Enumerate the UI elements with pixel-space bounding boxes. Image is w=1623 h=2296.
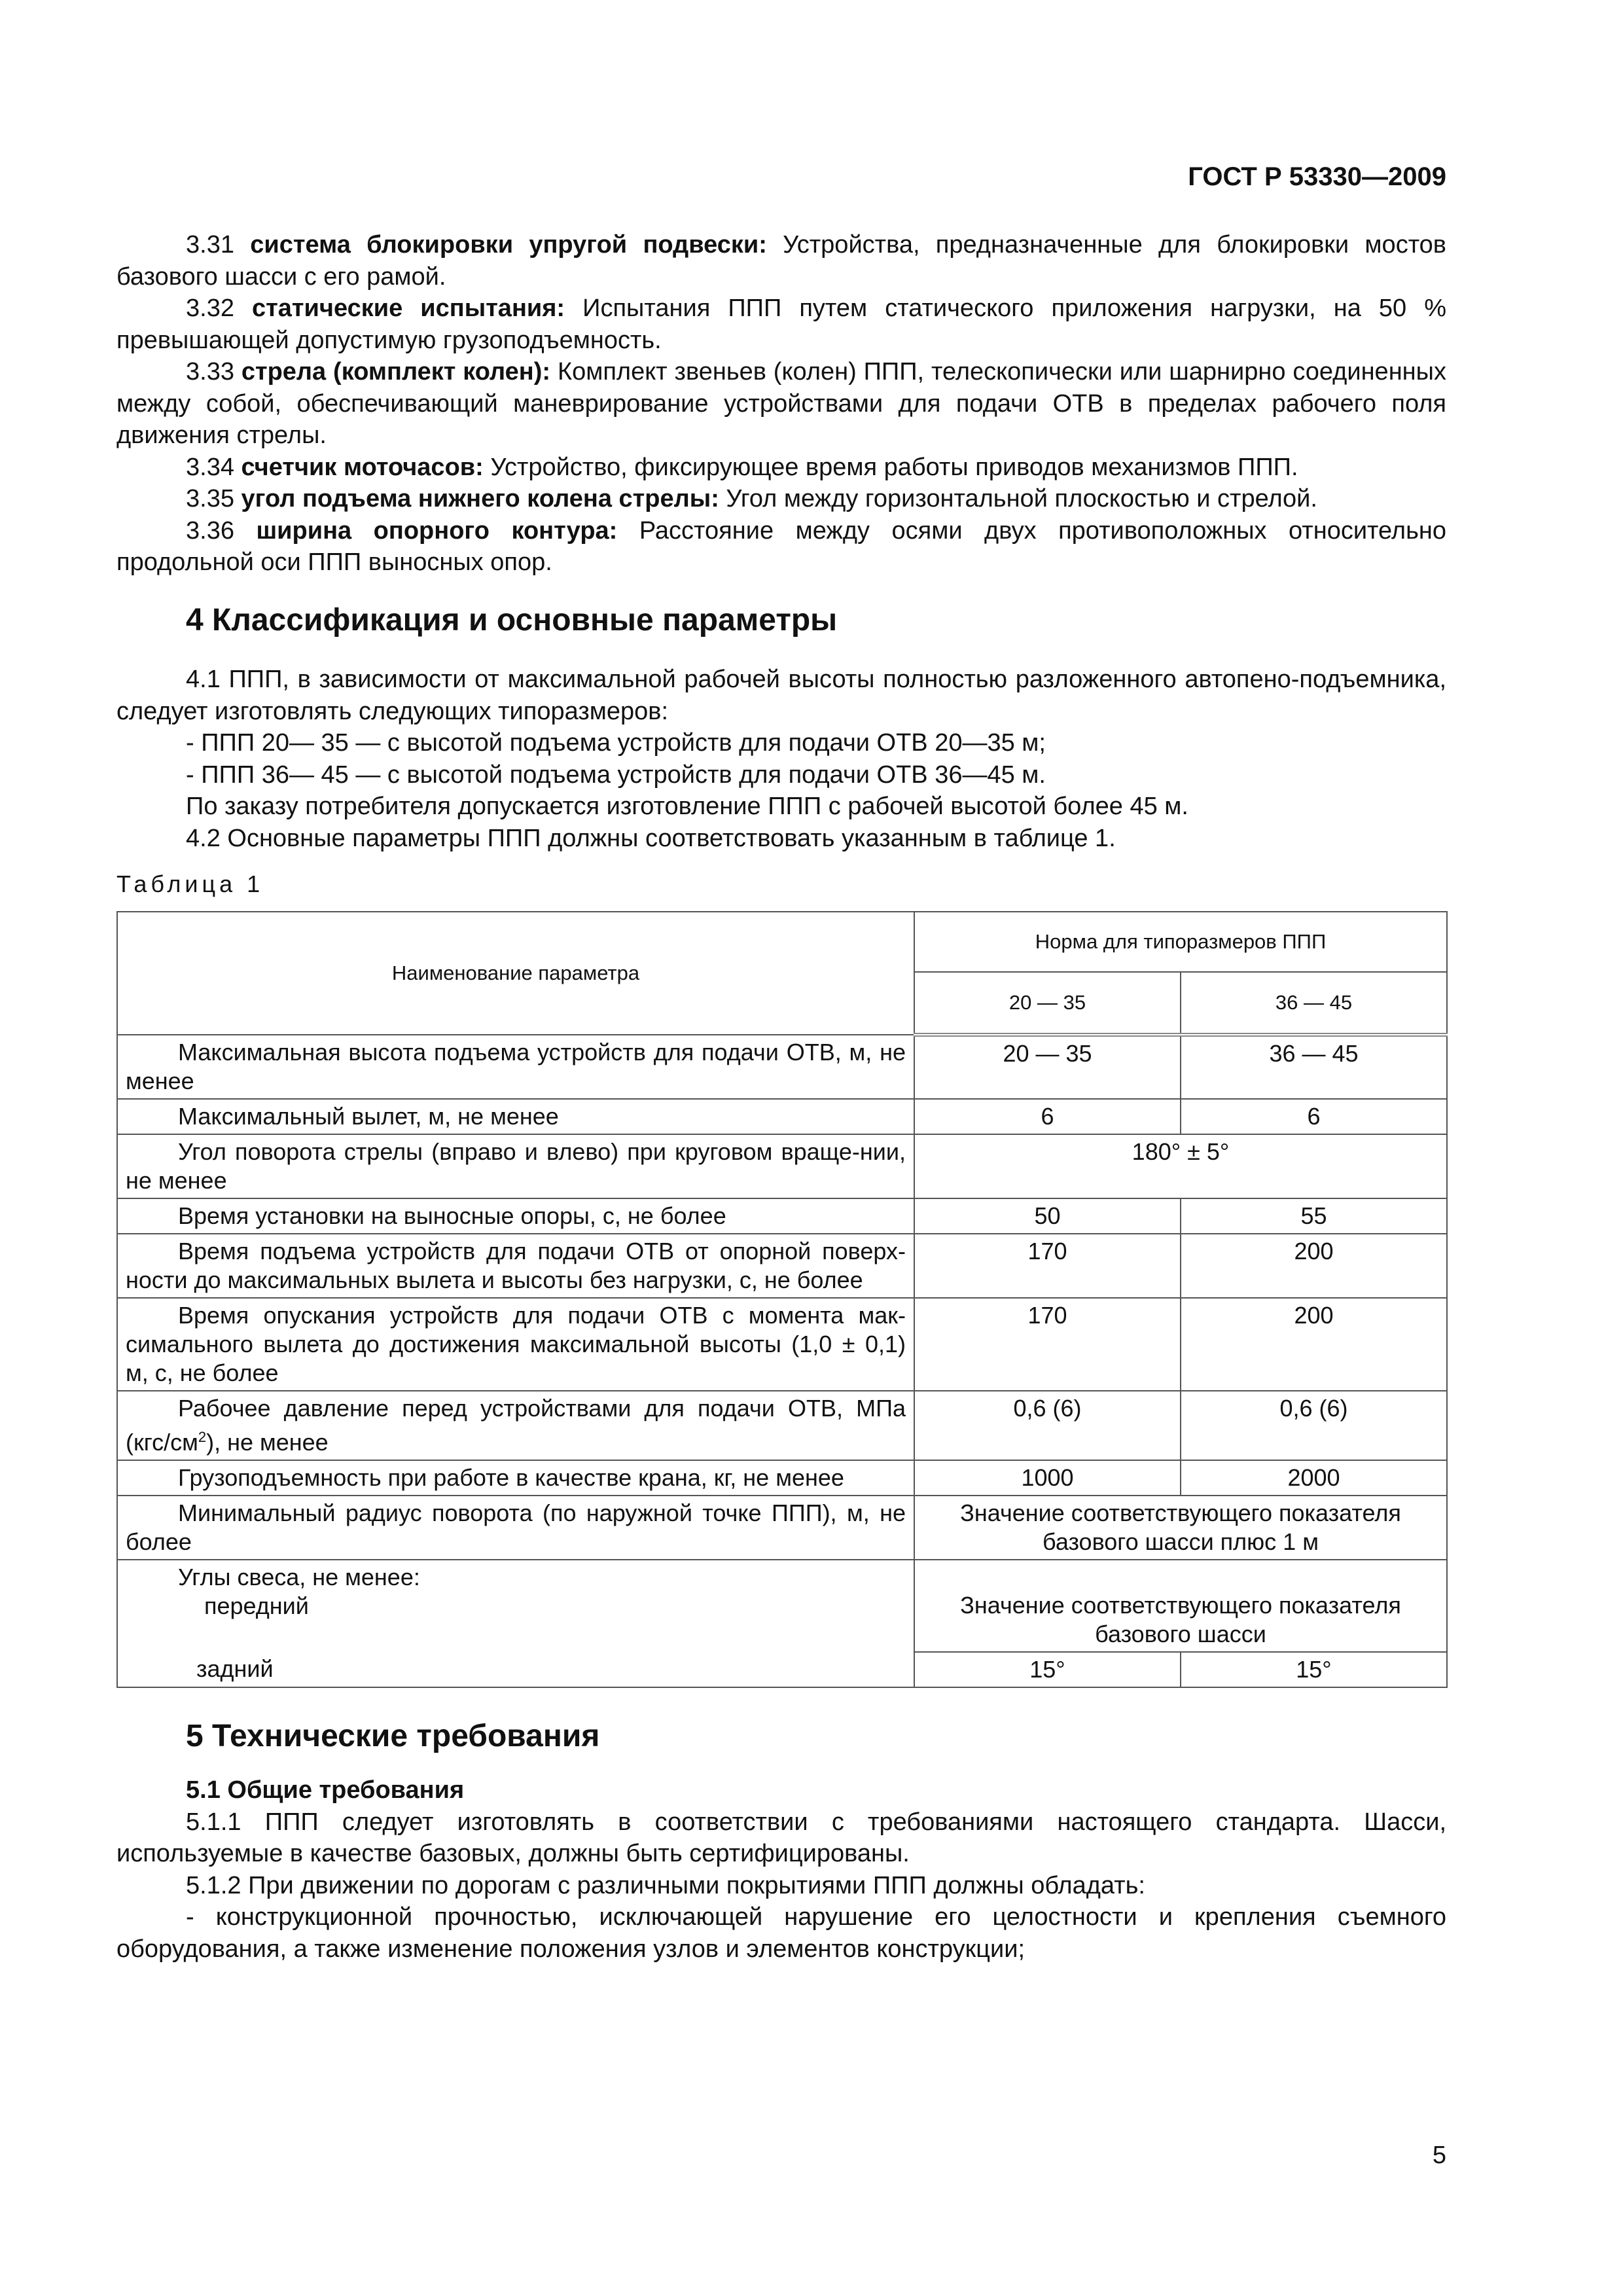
table-row xyxy=(117,1460,1447,1496)
parameter-cell: Рабочее давление перед устройствами для подачи ОТВ, МПа $(кгс/см^2)$, не менее xyxy=(117,1391,914,1460)
clause-4-1: 4.1 ППП, в зависимости от максимальной рабочей высоты полностью разложенного автопено-подъемника, следует изготовлять следующих типоразмеров: xyxy=(116,666,1446,725)
value-cell: 0,6 (6) xyxy=(1181,1391,1447,1460)
table-row xyxy=(117,1099,1447,1134)
clause-5-1-2: 5.1.2 При движении по дорогам с различными покрытиями ППП должны обладать: xyxy=(186,1871,1145,1899)
table-row xyxy=(117,1134,1447,1198)
angle-rear-label: задний xyxy=(117,1652,914,1687)
definition-3-36: 3.36 ширина опорного контура: Расстояние между осями двух противоположных относительно продольной оси ППП выносных опор. xyxy=(116,516,1447,576)
value-cell: 15° xyxy=(914,1652,1181,1687)
table-row xyxy=(117,1496,1447,1560)
document-body xyxy=(116,229,1446,1965)
value-cell: 6 xyxy=(1181,1099,1447,1134)
definition-3-35: 3.35 угол подъема нижнего колена стрелы: Угол между горизонтальной плоскостью и стрелой. xyxy=(186,485,1317,512)
value-cell: 36 — 45 xyxy=(1181,1035,1447,1099)
definition-3-34: 3.34 счетчик моточасов: Устройство, фиксирующее время работы приводов механизмов ППП. xyxy=(186,453,1298,481)
value-cell: 55 xyxy=(1181,1198,1447,1234)
subsection-5-1-title: 5.1 Общие требования xyxy=(186,1776,465,1804)
definition-3-31: 3.31 система блокировки упругой подвески: Устройства, предназначенные для блокировки мостов базового шасси с его рамой. xyxy=(116,231,1446,291)
column-header-parameter: Наименование параметра xyxy=(117,912,914,1035)
value-cell: 0,6 (6) xyxy=(914,1391,1181,1460)
value-cell: 2000 xyxy=(1181,1460,1447,1496)
parameter-cell xyxy=(117,1560,914,1652)
parameter-cell: Время опускания устройств для подачи ОТВ с момента мак-симального вылета до достижения максимальной высоты (1,0 ± 0,1) м, с, не более xyxy=(117,1298,914,1391)
table-row xyxy=(117,1391,1447,1460)
value-cell: 15° xyxy=(1181,1652,1447,1687)
merged-value-cell: 180° ± 5° xyxy=(914,1134,1447,1198)
value-cell: 6 xyxy=(914,1099,1181,1134)
table-row xyxy=(117,1298,1447,1391)
size-list-item: - ППП 36— 45 — с высотой подъема устройств для подачи ОТВ 36—45 м. xyxy=(186,761,1046,789)
document-header: ГОСТ Р 53330—2009 xyxy=(1188,162,1446,191)
clause-4-2: 4.2 Основные параметры ППП должны соответствовать указанным в таблице 1. xyxy=(186,824,1116,852)
table-row xyxy=(117,1234,1447,1298)
table-row-angles xyxy=(117,1560,1447,1652)
requirement-list-item: - конструкционной прочностью, исключающей нарушение его целостности и крепления съемного оборудования, а также изменение положения узлов и элементов конструкции; xyxy=(116,1903,1446,1963)
parameters-table xyxy=(116,911,1448,1688)
column-header-norm: Норма для типоразмеров ППП xyxy=(914,912,1447,972)
merged-value-cell: Значение соответствующего показателя базового шасси xyxy=(914,1560,1447,1652)
page-number: 5 xyxy=(1432,2142,1446,2169)
value-cell: 200 xyxy=(1181,1298,1447,1391)
angle-front-label: передний xyxy=(204,1592,309,1619)
section-4-title: 4 Классификация и основные параметры xyxy=(186,602,838,637)
angles-label: Углы свеса, не менее: xyxy=(178,1563,420,1590)
definition-3-33: 3.33 стрела (комплект колен): Комплект звеньев (колен) ППП, телескопически или шарнирно соединенных между собой, обеспечивающий маневрирование устройствами для подачи ОТВ в пределах рабочего поля движения стрелы. xyxy=(116,358,1446,449)
parameter-cell: Грузоподъемность при работе в качестве крана, кг, не менее xyxy=(117,1460,914,1496)
parameter-cell: Максимальная высота подъема устройств для подачи ОТВ, м, не менее xyxy=(117,1035,914,1099)
value-cell: 200 xyxy=(1181,1234,1447,1298)
custom-order-note: По заказу потребителя допускается изготовление ППП с рабочей высотой более 45 м. xyxy=(186,793,1188,820)
column-header-36-45: 36 — 45 xyxy=(1181,972,1447,1035)
definition-3-32: 3.32 статические испытания: Испытания ППП путем статического приложения нагрузки, на 50 % превышающей допустимую грузоподъемность. xyxy=(116,295,1447,354)
parameter-cell: Максимальный вылет, м, не менее xyxy=(117,1099,914,1134)
table-row xyxy=(117,1198,1447,1234)
value-cell: 1000 xyxy=(914,1460,1181,1496)
parameter-cell: Угол поворота стрелы (вправо и влево) при круговом враще-нии, не менее xyxy=(117,1134,914,1198)
value-cell: 50 xyxy=(914,1198,1181,1234)
table-caption: Таблица 1 xyxy=(116,870,264,897)
table-row-angles-rear xyxy=(117,1652,1447,1687)
size-list-item: - ППП 20— 35 — с высотой подъема устройств для подачи ОТВ 20—35 м; xyxy=(186,729,1046,757)
parameter-cell: Время установки на выносные опоры, с, не более xyxy=(117,1198,914,1234)
table-header-row xyxy=(117,912,1447,972)
value-cell: 170 xyxy=(914,1234,1181,1298)
column-header-20-35: 20 — 35 xyxy=(914,972,1181,1035)
parameter-cell: Минимальный радиус поворота (по наружной точке ППП), м, не более xyxy=(117,1496,914,1560)
value-cell: 170 xyxy=(914,1298,1181,1391)
merged-value-cell: Значение соответствующего показателя базового шасси плюс 1 м xyxy=(914,1496,1447,1560)
clause-5-1-1: 5.1.1 ППП следует изготовлять в соответствии с требованиями настоящего стандарта. Шасси, используемые в качестве базовых, должны быть сертифицированы. xyxy=(116,1808,1446,1867)
value-cell: 20 — 35 xyxy=(914,1035,1181,1099)
section-5-title: 5 Технические требования xyxy=(186,1718,600,1753)
table-row xyxy=(117,1035,1447,1099)
parameter-cell: Время подъема устройств для подачи ОТВ от опорной поверх-ности до максимальных вылета и высоты без нагрузки, с, не более xyxy=(117,1234,914,1298)
